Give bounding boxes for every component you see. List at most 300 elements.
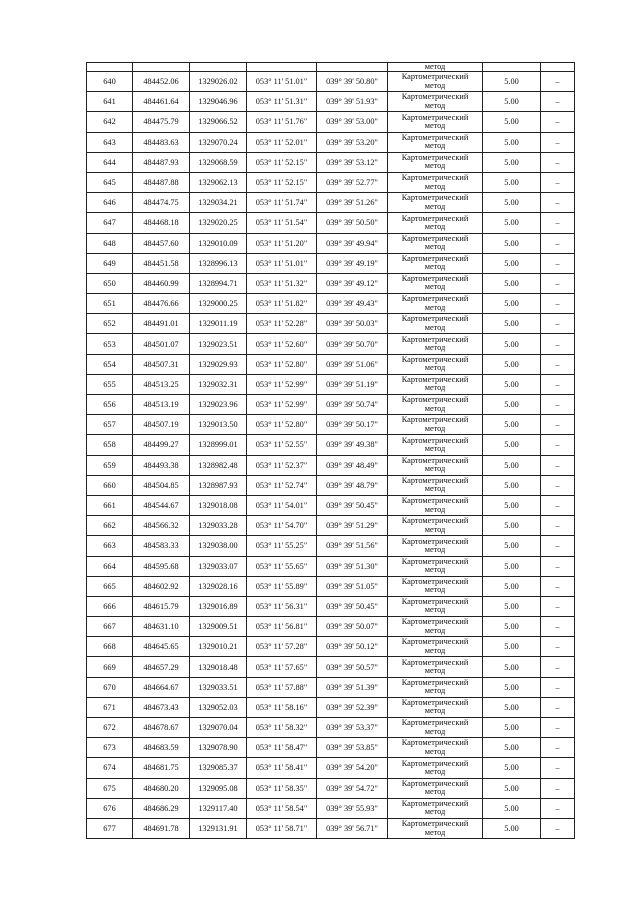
cell-x-coordinate: 484487.93 (133, 152, 190, 172)
cell-latitude: 053° 11' 54.01" (247, 495, 317, 515)
cell-accuracy: 5.00 (483, 152, 541, 172)
cell-y-coordinate: 1329009.51 (190, 617, 247, 637)
cell-longitude: 039° 39' 51.26" (317, 193, 388, 213)
table-row (87, 556, 575, 576)
cell-longitude: 039° 39' 50.45" (317, 596, 388, 616)
cell-method (388, 536, 483, 556)
method-line-2: метод (424, 120, 446, 130)
method-line-2: метод (424, 807, 446, 817)
cell-note: – (541, 556, 575, 576)
cell-y-coordinate: 1328996.13 (190, 253, 247, 273)
method-line-1: Картометрический (401, 274, 469, 284)
cell-method (388, 697, 483, 717)
cell-method (388, 132, 483, 152)
cell-note: – (541, 152, 575, 172)
cell-y-coordinate: 1328982.48 (190, 455, 247, 475)
table-row (87, 172, 575, 192)
cell-y-coordinate: 1329085.37 (190, 758, 247, 778)
cell-note: – (541, 415, 575, 435)
method-line-2: метод (424, 686, 446, 696)
cell-method-tail: метод (388, 63, 483, 72)
cell-method (388, 475, 483, 495)
method-line-2: метод (424, 423, 446, 433)
table-row (87, 516, 575, 536)
cell-method (388, 596, 483, 616)
cell-point-number: 646 (87, 193, 133, 213)
cell-longitude: 039° 39' 51.30" (317, 556, 388, 576)
cell-latitude: 053° 11' 54.70" (247, 516, 317, 536)
method-line-2: метод (424, 100, 446, 110)
cell-method (388, 637, 483, 657)
cell-method (388, 172, 483, 192)
cell-method (388, 334, 483, 354)
cell-method (388, 657, 483, 677)
table-row-partial (87, 63, 575, 72)
cell-accuracy: 5.00 (483, 798, 541, 818)
cell-point-number: 672 (87, 718, 133, 738)
cell-longitude: 039° 39' 49.12" (317, 273, 388, 293)
cell-point-number: 675 (87, 778, 133, 798)
cell-blank (190, 63, 247, 72)
method-line-2: метод (424, 221, 446, 231)
coordinates-table (86, 62, 575, 839)
cell-accuracy: 5.00 (483, 758, 541, 778)
cell-longitude: 039° 39' 51.39" (317, 677, 388, 697)
cell-x-coordinate: 484583.33 (133, 536, 190, 556)
cell-note: – (541, 273, 575, 293)
table-row (87, 798, 575, 818)
cell-accuracy: 5.00 (483, 455, 541, 475)
table-row (87, 657, 575, 677)
cell-y-coordinate: 1329010.09 (190, 233, 247, 253)
cell-accuracy: 5.00 (483, 213, 541, 233)
table-row (87, 415, 575, 435)
cell-note: – (541, 677, 575, 697)
cell-method (388, 314, 483, 334)
cell-point-number: 651 (87, 294, 133, 314)
cell-x-coordinate: 484504.85 (133, 475, 190, 495)
cell-accuracy: 5.00 (483, 677, 541, 697)
cell-latitude: 053° 11' 51.32" (247, 273, 317, 293)
cell-point-number: 671 (87, 697, 133, 717)
table-row (87, 718, 575, 738)
cell-blank (317, 63, 388, 72)
cell-latitude: 053° 11' 52.99" (247, 374, 317, 394)
cell-method (388, 233, 483, 253)
cell-longitude: 039° 39' 49.19" (317, 253, 388, 273)
cell-y-coordinate: 1329068.59 (190, 152, 247, 172)
cell-accuracy: 5.00 (483, 697, 541, 717)
method-line-1: Картометрический (401, 92, 469, 102)
table-row (87, 253, 575, 273)
method-line-1: Картометрический (401, 415, 469, 425)
method-line-1: Картометрический (401, 556, 469, 566)
method-line-2: метод (424, 484, 446, 494)
cell-blank (87, 63, 133, 72)
cell-y-coordinate: 1328999.01 (190, 435, 247, 455)
cell-x-coordinate: 484657.29 (133, 657, 190, 677)
cell-y-coordinate: 1329029.93 (190, 354, 247, 374)
cell-y-coordinate: 1329117.40 (190, 798, 247, 818)
cell-y-coordinate: 1329033.51 (190, 677, 247, 697)
method-line-2: метод (424, 605, 446, 615)
cell-x-coordinate: 484507.19 (133, 415, 190, 435)
cell-method (388, 617, 483, 637)
method-line-1: Картометрический (401, 314, 469, 324)
cell-longitude: 039° 39' 53.00" (317, 112, 388, 132)
cell-accuracy: 5.00 (483, 172, 541, 192)
cell-x-coordinate: 484457.60 (133, 233, 190, 253)
cell-point-number: 665 (87, 576, 133, 596)
cell-x-coordinate: 484691.78 (133, 818, 190, 838)
method-line-1: Картометрический (401, 698, 469, 707)
method-line-2: метод (424, 242, 446, 252)
cell-point-number: 662 (87, 516, 133, 536)
cell-longitude: 039° 39' 50.17" (317, 415, 388, 435)
cell-method (388, 354, 483, 374)
cell-accuracy: 5.00 (483, 637, 541, 657)
cell-x-coordinate: 484544.67 (133, 495, 190, 515)
method-line-2: метод (424, 706, 446, 716)
method-line-1: Картометрический (401, 516, 469, 526)
cell-longitude: 039° 39' 51.56" (317, 536, 388, 556)
cell-longitude: 039° 39' 52.77" (317, 172, 388, 192)
cell-x-coordinate: 484501.07 (133, 334, 190, 354)
table-row (87, 495, 575, 515)
cell-x-coordinate: 484483.63 (133, 132, 190, 152)
method-line-2: метод (424, 544, 446, 554)
method-line-1: Картометрический (401, 657, 469, 667)
cell-latitude: 053° 11' 58.35" (247, 778, 317, 798)
method-line-2: метод (424, 343, 446, 353)
table-row (87, 374, 575, 394)
method-line-1: Картометрический (401, 819, 469, 829)
cell-note: – (541, 798, 575, 818)
cell-method (388, 395, 483, 415)
method-line-2: метод (424, 827, 446, 837)
cell-method (388, 253, 483, 273)
cell-method (388, 778, 483, 798)
cell-note: – (541, 294, 575, 314)
cell-y-coordinate: 1329038.00 (190, 536, 247, 556)
cell-longitude: 039° 39' 50.07" (317, 617, 388, 637)
cell-point-number: 647 (87, 213, 133, 233)
method-line-2: метод (424, 585, 446, 595)
cell-x-coordinate: 484451.58 (133, 253, 190, 273)
cell-point-number: 643 (87, 132, 133, 152)
cell-note: – (541, 314, 575, 334)
cell-method (388, 798, 483, 818)
cell-accuracy: 5.00 (483, 778, 541, 798)
cell-note: – (541, 374, 575, 394)
cell-accuracy: 5.00 (483, 718, 541, 738)
cell-point-number: 673 (87, 738, 133, 758)
cell-x-coordinate: 484678.67 (133, 718, 190, 738)
cell-x-coordinate: 484645.65 (133, 637, 190, 657)
cell-note: – (541, 718, 575, 738)
cell-accuracy: 5.00 (483, 818, 541, 838)
cell-latitude: 053° 11' 55.89" (247, 576, 317, 596)
cell-note: – (541, 576, 575, 596)
method-line-1: Картометрический (401, 375, 469, 384)
method-line-1: Картометрический (401, 152, 469, 162)
table-row (87, 758, 575, 778)
cell-method (388, 294, 483, 314)
cell-point-number: 656 (87, 395, 133, 415)
cell-note: – (541, 758, 575, 778)
table-body (87, 63, 575, 839)
cell-note: – (541, 455, 575, 475)
table-row (87, 576, 575, 596)
cell-note: – (541, 516, 575, 536)
cell-point-number: 661 (87, 495, 133, 515)
cell-note: – (541, 536, 575, 556)
cell-note: – (541, 475, 575, 495)
cell-x-coordinate: 484513.19 (133, 395, 190, 415)
method-line-2: метод (424, 322, 446, 332)
cell-x-coordinate: 484491.01 (133, 314, 190, 334)
cell-method (388, 818, 483, 838)
cell-note: – (541, 818, 575, 838)
table-row (87, 354, 575, 374)
cell-point-number: 669 (87, 657, 133, 677)
method-line-2: метод (424, 181, 446, 191)
cell-y-coordinate: 1329010.21 (190, 637, 247, 657)
cell-blank (133, 63, 190, 72)
table-row (87, 778, 575, 798)
method-line-1: Картометрический (401, 173, 469, 183)
cell-x-coordinate: 484683.59 (133, 738, 190, 758)
method-line-1: Картометрический (401, 395, 469, 405)
method-line-2: метод (424, 645, 446, 655)
cell-note: – (541, 617, 575, 637)
cell-method (388, 213, 483, 233)
method-line-2: метод (424, 464, 446, 474)
cell-method (388, 738, 483, 758)
cell-point-number: 650 (87, 273, 133, 293)
cell-accuracy: 5.00 (483, 738, 541, 758)
cell-y-coordinate: 1329023.51 (190, 334, 247, 354)
cell-method (388, 152, 483, 172)
cell-longitude: 039° 39' 48.49" (317, 455, 388, 475)
cell-y-coordinate: 1328987.93 (190, 475, 247, 495)
cell-accuracy: 5.00 (483, 435, 541, 455)
table-row (87, 92, 575, 112)
cell-longitude: 039° 39' 53.85" (317, 738, 388, 758)
cell-x-coordinate: 484631.10 (133, 617, 190, 637)
cell-latitude: 053° 11' 51.82" (247, 294, 317, 314)
cell-longitude: 039° 39' 51.05" (317, 576, 388, 596)
cell-method (388, 455, 483, 475)
cell-accuracy: 5.00 (483, 475, 541, 495)
cell-longitude: 039° 39' 52.39" (317, 697, 388, 717)
method-line-2: метод (424, 443, 446, 453)
cell-longitude: 039° 39' 56.71" (317, 818, 388, 838)
cell-latitude: 053° 11' 52.80" (247, 415, 317, 435)
method-line-1: Картометрический (401, 798, 469, 808)
table-row (87, 273, 575, 293)
cell-method (388, 273, 483, 293)
cell-longitude: 039° 39' 54.72" (317, 778, 388, 798)
cell-latitude: 053° 11' 52.74" (247, 475, 317, 495)
cell-point-number: 655 (87, 374, 133, 394)
cell-x-coordinate: 484680.20 (133, 778, 190, 798)
method-line-2: метод (424, 262, 446, 272)
cell-y-coordinate: 1329026.02 (190, 72, 247, 92)
cell-accuracy: 5.00 (483, 294, 541, 314)
cell-y-coordinate: 1329046.96 (190, 92, 247, 112)
cell-longitude: 039° 39' 50.12" (317, 637, 388, 657)
cell-point-number: 652 (87, 314, 133, 334)
cell-y-coordinate: 1329018.48 (190, 657, 247, 677)
cell-accuracy: 5.00 (483, 314, 541, 334)
cell-accuracy: 5.00 (483, 72, 541, 92)
cell-latitude: 053° 11' 57.28" (247, 637, 317, 657)
table-row (87, 193, 575, 213)
table-row (87, 455, 575, 475)
cell-method (388, 516, 483, 536)
cell-point-number: 645 (87, 172, 133, 192)
cell-latitude: 053° 11' 56.31" (247, 596, 317, 616)
cell-point-number: 676 (87, 798, 133, 818)
cell-method (388, 374, 483, 394)
table-row (87, 152, 575, 172)
table-row (87, 697, 575, 717)
cell-latitude: 053° 11' 52.55" (247, 435, 317, 455)
cell-point-number: 642 (87, 112, 133, 132)
cell-latitude: 053° 11' 56.81" (247, 617, 317, 637)
cell-method (388, 193, 483, 213)
method-line-2: метод (424, 565, 446, 575)
table-row (87, 637, 575, 657)
cell-note: – (541, 334, 575, 354)
table-row (87, 72, 575, 92)
cell-longitude: 039° 39' 50.50" (317, 213, 388, 233)
method-line-2: метод (424, 403, 446, 413)
method-line-2: метод (424, 201, 446, 211)
method-line-1: Картометрический (401, 597, 469, 607)
cell-latitude: 053° 11' 52.01" (247, 132, 317, 152)
cell-note: – (541, 697, 575, 717)
cell-y-coordinate: 1329011.19 (190, 314, 247, 334)
method-line-2: метод (424, 80, 446, 90)
table-row (87, 112, 575, 132)
cell-note: – (541, 435, 575, 455)
cell-point-number: 657 (87, 415, 133, 435)
method-line-1: Картометрический (401, 677, 469, 687)
cell-point-number: 649 (87, 253, 133, 273)
cell-longitude: 039° 39' 49.38" (317, 435, 388, 455)
method-line-2: метод (424, 524, 446, 534)
cell-accuracy: 5.00 (483, 516, 541, 536)
cell-latitude: 053° 11' 58.16" (247, 697, 317, 717)
cell-accuracy: 5.00 (483, 334, 541, 354)
cell-latitude: 053° 11' 57.65" (247, 657, 317, 677)
cell-point-number: 653 (87, 334, 133, 354)
cell-latitude: 053° 11' 58.71" (247, 818, 317, 838)
method-line-2: метод (424, 282, 446, 292)
cell-note: – (541, 92, 575, 112)
cell-y-coordinate: 1329023.96 (190, 395, 247, 415)
cell-point-number: 659 (87, 455, 133, 475)
cell-method (388, 718, 483, 738)
method-line-2: метод (424, 726, 446, 736)
cell-x-coordinate: 484595.68 (133, 556, 190, 576)
method-line-1: Картометрический (401, 637, 469, 647)
table-row (87, 233, 575, 253)
cell-point-number: 667 (87, 617, 133, 637)
table-row (87, 294, 575, 314)
cell-accuracy: 5.00 (483, 415, 541, 435)
method-line-1: Картометрический (401, 193, 469, 203)
table-row (87, 132, 575, 152)
cell-accuracy: 5.00 (483, 576, 541, 596)
table-row (87, 596, 575, 616)
table-row (87, 677, 575, 697)
cell-point-number: 648 (87, 233, 133, 253)
cell-note: – (541, 112, 575, 132)
table-row (87, 213, 575, 233)
method-line-1: Картометрический (401, 758, 469, 768)
cell-point-number: 641 (87, 92, 133, 112)
cell-note: – (541, 172, 575, 192)
method-line-1: Картометрический (401, 233, 469, 243)
cell-x-coordinate: 484507.31 (133, 354, 190, 374)
cell-y-coordinate: 1329062.13 (190, 172, 247, 192)
cell-point-number: 654 (87, 354, 133, 374)
cell-point-number: 677 (87, 818, 133, 838)
cell-latitude: 053° 11' 52.99" (247, 395, 317, 415)
cell-latitude: 053° 11' 58.54" (247, 798, 317, 818)
cell-note: – (541, 233, 575, 253)
table-row (87, 314, 575, 334)
method-line-1: Картометрический (401, 435, 469, 445)
cell-latitude: 053° 11' 52.15" (247, 152, 317, 172)
cell-latitude: 053° 11' 57.88" (247, 677, 317, 697)
cell-longitude: 039° 39' 49.94" (317, 233, 388, 253)
cell-longitude: 039° 39' 50.80" (317, 72, 388, 92)
method-line-1: Картометрический (401, 778, 469, 788)
cell-longitude: 039° 39' 50.70" (317, 334, 388, 354)
cell-note: – (541, 193, 575, 213)
method-line-2: метод (424, 787, 446, 797)
cell-y-coordinate: 1328994.71 (190, 273, 247, 293)
cell-note: – (541, 778, 575, 798)
cell-accuracy: 5.00 (483, 556, 541, 576)
method-line-1: Картометрический (401, 334, 469, 344)
cell-accuracy: 5.00 (483, 273, 541, 293)
cell-blank (247, 63, 317, 72)
cell-latitude: 053° 11' 51.74" (247, 193, 317, 213)
cell-latitude: 053° 11' 55.65" (247, 556, 317, 576)
cell-x-coordinate: 484499.27 (133, 435, 190, 455)
cell-point-number: 674 (87, 758, 133, 778)
cell-method (388, 92, 483, 112)
cell-point-number: 668 (87, 637, 133, 657)
method-line-2: метод (424, 766, 446, 776)
cell-y-coordinate: 1329033.07 (190, 556, 247, 576)
cell-longitude: 039° 39' 51.19" (317, 374, 388, 394)
cell-point-number: 660 (87, 475, 133, 495)
cell-longitude: 039° 39' 51.93" (317, 92, 388, 112)
cell-method (388, 758, 483, 778)
method-line-2: метод (424, 504, 446, 514)
cell-latitude: 053° 11' 51.54" (247, 213, 317, 233)
cell-x-coordinate: 484615.79 (133, 596, 190, 616)
cell-longitude: 039° 39' 51.29" (317, 516, 388, 536)
cell-note: – (541, 253, 575, 273)
cell-latitude: 053° 11' 58.47" (247, 738, 317, 758)
